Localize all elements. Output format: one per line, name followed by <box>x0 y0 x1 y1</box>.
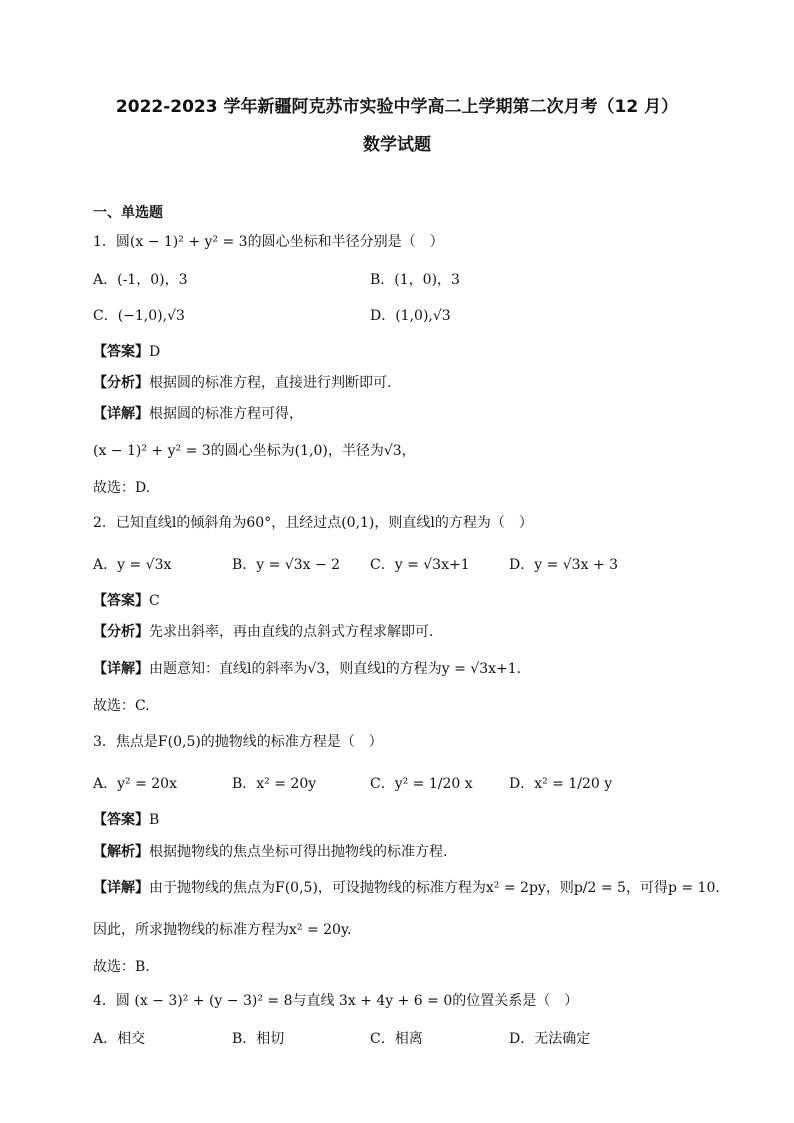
q1-answer <box>93 342 160 362</box>
analysis-text: 根据抛物线的焦点坐标可得出抛物线的标准方程. <box>149 844 448 860</box>
analysis-text: 根据圆的标准方程，直接进行判断即可. <box>149 375 392 391</box>
answer-value: D <box>149 344 161 360</box>
detail-text: 由于抛物线的焦点为F(0,5)，可设抛物线的标准方程为x² = 2py，则p/2 = 5，可得p = 10. <box>149 880 720 896</box>
answer-value: C <box>149 593 160 609</box>
q1-option-b: B．(1，0)，3 <box>370 272 460 288</box>
q3-option-c: C．y² = 1/20 x <box>370 776 473 792</box>
detail-tag: 【详解】 <box>93 661 149 677</box>
q1-choose: 故选：D. <box>93 480 151 496</box>
q3-answer <box>93 810 159 830</box>
detail-text: 根据圆的标准方程可得， <box>149 406 303 422</box>
detail-tag: 【详解】 <box>93 880 149 896</box>
analysis-text: 先求出斜率，再由直线的点斜式方程求解即可. <box>149 624 434 640</box>
q1-option-d: D．(1,0),√3 <box>370 308 451 324</box>
q2-detail <box>93 659 521 679</box>
detail-tag: 【详解】 <box>93 406 149 422</box>
doc-subtitle: 数学试题 <box>363 135 431 155</box>
answer-tag: 【答案】 <box>93 344 149 360</box>
q2-answer <box>93 591 160 611</box>
q2-option-a: A．y = √3x <box>93 557 172 573</box>
q2-stem: 2．已知直线l的倾斜角为60°，且经过点(0,1)，则直线l的方程为（ ） <box>93 515 533 531</box>
answer-tag: 【答案】 <box>93 593 149 609</box>
q4-option-b: B．相切 <box>232 1031 285 1047</box>
q3-stem: 3．焦点是F(0,5)的抛物线的标准方程是（ ） <box>93 734 383 750</box>
q1-analysis <box>93 373 391 393</box>
detail-text: 由题意知：直线l的斜率为√3，则直线l的方程为y = √3x+1. <box>149 661 522 677</box>
q3-analysis <box>93 842 447 862</box>
q4-stem: 4．圆 (x − 3)² + (y − 3)² = 8与直线 3x + 4y + 6 = 0的位置关系是（ ） <box>93 993 579 1009</box>
q1-detail-2: (x − 1)² + y² = 3的圆心坐标为(1,0)，半径为√3， <box>93 443 416 459</box>
q3-detail-2: 因此，所求抛物线的标准方程为x² = 20y. <box>93 922 352 938</box>
q1-stem: 1．圆(x − 1)² + y² = 3的圆心坐标和半径分别是（ ） <box>93 234 444 250</box>
q2-option-c: C．y = √3x+1 <box>370 557 470 573</box>
q3-option-a: A．y² = 20x <box>93 776 177 792</box>
q2-option-d: D．y = √3x + 3 <box>509 557 619 573</box>
q2-choose: 故选：C. <box>93 698 150 714</box>
q3-option-d: D．x² = 1/20 y <box>509 776 613 792</box>
q2-analysis <box>93 622 433 642</box>
answer-value: B <box>149 812 160 828</box>
q3-choose: 故选：B. <box>93 959 150 975</box>
analysis-tag: 【解析】 <box>93 844 149 860</box>
analysis-tag: 【分析】 <box>93 375 149 391</box>
q4-option-a: A．相交 <box>93 1031 146 1047</box>
q1-detail <box>93 404 303 424</box>
q4-option-c: C．相离 <box>370 1031 423 1047</box>
section-heading: 一、单选题 <box>93 205 163 221</box>
q3-detail <box>93 878 720 898</box>
q3-option-b: B．x² = 20y <box>232 776 317 792</box>
analysis-tag: 【分析】 <box>93 624 149 640</box>
q2-option-b: B．y = √3x − 2 <box>232 557 341 573</box>
answer-tag: 【答案】 <box>93 812 149 828</box>
q4-option-d: D．无法确定 <box>509 1031 591 1047</box>
doc-title: 2022-2023 学年新疆阿克苏市实验中学高二上学期第二次月考（12 月） <box>115 97 679 117</box>
q1-option-c: C．(−1,0),√3 <box>93 308 185 324</box>
q1-option-a: A．(-1，0)，3 <box>93 272 188 288</box>
